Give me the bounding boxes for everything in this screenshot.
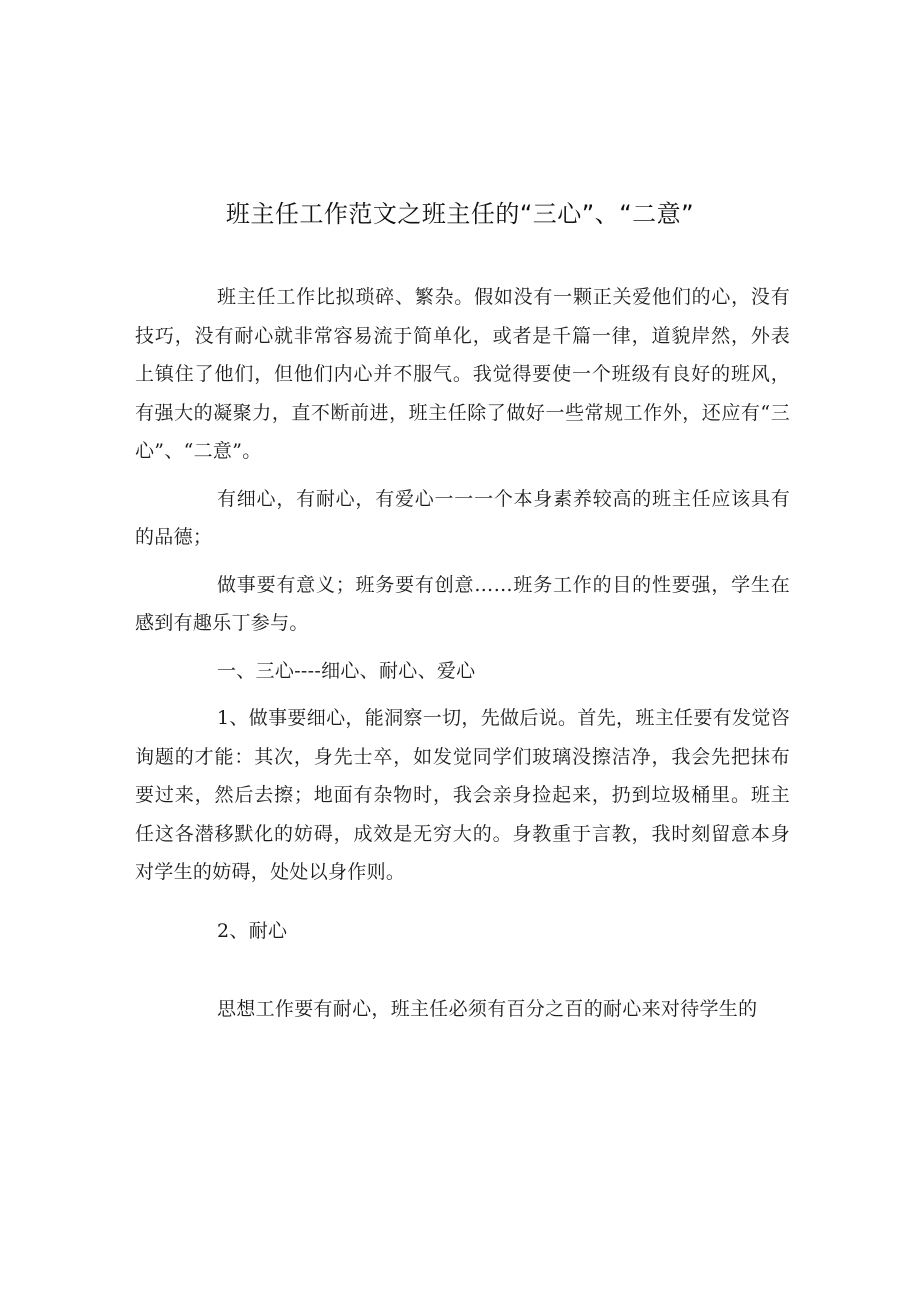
document-body	[135, 278, 790, 1029]
paragraph-three-hearts-summary: 有细心，有耐心，有爱心一一一个本身素养较高的班主任应该具有的品德；	[135, 487, 790, 548]
paragraph-intro: 班主任工作比拟琐碎、繁杂。假如没有一颗正关爱他们的心，没有技巧，没有耐心就非常容易流于简单化，或者是千篇一律，道貌岸然，外表上镇住了他们，但他们内心并不服气。我觉得要使一个班级有良好的班风，有强大的凝聚力，直不断前进，班主任除了做好一些常规工作外，还应有“三心”、“二意”。	[135, 286, 790, 462]
paragraph-patience: 思想工作要有耐心，班主任必须有百分之百的耐心来对待学生的	[217, 998, 758, 1020]
section-heading-three-hearts: 一、三心----细心、耐心、爱心	[217, 659, 476, 682]
document-title: 班主任工作范文之班主任的“三心”、“二意”	[225, 200, 695, 228]
paragraph-careful: 1、做事要细心，能洞察一切，先做后说。首先，班主任要有发觉咨询题的才能：其次，身先士卒，如发觉同学们玻璃没擦洁净，我会先把抹布要过来，然后去擦；地面有杂物时，我会亲身捡起来，扔到垃圾桶里。班主任这各潜移默化的妨碍，成效是无穷大的。身教重于言教，我时刻留意本身对学生的妨碍，处处以身作则。	[135, 707, 790, 883]
paragraph-two-intentions-summary: 做事要有意义；班务要有创意……班务工作的目的性要强，学生在感到有趣乐丁参与。	[135, 573, 790, 634]
subheading-patience: 2、耐心	[217, 919, 288, 942]
